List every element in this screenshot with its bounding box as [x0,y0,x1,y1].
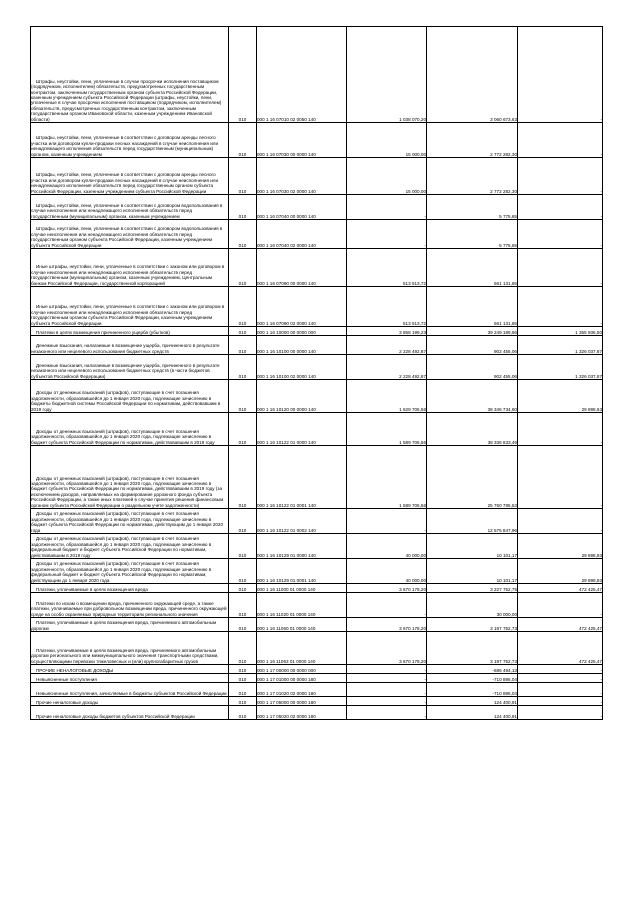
row-line-code: 010 [229,336,257,355]
row-name-text: Иные штрафы, неустойки, пени, уплаченные в соответствии с законом или договором в случае неисполнения или ненадлежащего исполнения обязательств перед государственным (муниципальным) органом, казенным учреждением, Центральным банком Российской Федерации, государственной корпорацией [31,264,225,286]
row-unexecuted: - [518,27,603,123]
row-name-text: Платежи, уплачиваемые в целях возмещения вреда, причиняемого автомобильным дорогам регионального или межмуниципального значения транспортными средствами, осуществляющими перевозки тяжеловесных и (или) крупногабаритных грузов [31,647,219,664]
row-name [31,380,229,413]
row-income-code: 000 1 16 11063 01 0000 140 [257,632,347,665]
row-executed: 3 060 673,63 [427,27,518,123]
row-unexecuted: - [518,446,603,509]
row-name-text: Невыясненные поступления [36,676,97,682]
row-approved-plan: 513 513,72 [347,249,427,287]
table-row [31,220,603,249]
row-approved-plan: 2 228 492,87 [347,336,427,355]
row-approved-plan: - [347,697,427,706]
row-income-code: 000 1 16 10129 01 0001 140 [257,559,347,584]
row-name-text: Иные штрафы, неустойки, пени, уплаченные в соответствии с законом или договором в случае неисполнения или ненадлежащего исполнения обязательств перед государственным органом субъекта Российской Федерации, казенным учреждением субъекта Российской Федерации [31,304,225,326]
row-executed: 3 227 752,75 [427,584,518,593]
row-name-text: Доходы от денежных взысканий (штрафов), поступающие в счет погашения задолженности, образовавшейся до 1 января 2020 года, подлежащие зачислению в бюджеты бюджетной системы Российской Федерации по нормативам, действовавшим в 2019 году [31,390,221,412]
row-name-text: Денежные взыскания, налагаемые в возмещение ущерба, причиненного в результате незаконного или нецелевого использования бюджетных средств [31,343,220,354]
row-income-code: 000 1 16 10122 01 0000 140 [257,413,347,446]
row-income-code: 000 1 17 05000 00 0000 180 [257,697,347,706]
row-executed: 12 575 847,96 [427,509,518,534]
row-income-code: 000 1 16 11060 01 0000 140 [257,618,347,632]
row-line-code: 010 [229,355,257,380]
row-line-code: 010 [229,593,257,618]
row-approved-plan: 1 589 706,56 [347,446,427,509]
row-executed: 39 249 189,66 [427,327,518,336]
row-name-text: Штрафы, неустойки, пени, уплаченные в соответствии с договором водопользования в случае неисполнения или ненадлежащего исполнения обязательств перед государственным органом субъекта Российской Федерации, казенным учреждением субъекта Российской Федерации [31,226,223,248]
row-name-text: Прочие неналоговые доходы [36,699,99,705]
table-row [31,534,603,559]
row-name [31,632,229,665]
row-name [31,683,229,697]
table-row [31,559,603,584]
row-name [31,220,229,249]
table-row [31,697,603,706]
row-income-code: 000 1 16 07010 02 0050 140 [257,27,347,123]
row-line-code: 010 [229,509,257,534]
row-unexecuted: - [518,123,603,158]
row-line-code: 010 [229,27,257,123]
row-executed: 10 101,17 [427,534,518,559]
row-unexecuted: - [518,509,603,534]
row-income-code: 000 1 16 07090 02 0000 140 [257,287,347,327]
row-executed: 902 455,06 [427,336,518,355]
row-unexecuted: - [518,158,603,195]
row-executed: 902 455,06 [427,355,518,380]
row-name [31,674,229,683]
row-line-code: 010 [229,327,257,336]
row-name [31,509,229,534]
row-line-code: 010 [229,249,257,287]
row-line-code: 010 [229,380,257,413]
row-unexecuted: - [518,674,603,683]
row-name [31,584,229,593]
row-income-code: 000 1 16 07090 00 0000 140 [257,249,347,287]
row-income-code: 000 1 16 10100 00 0000 140 [257,336,347,355]
row-approved-plan: 3 858 199,23 [347,327,427,336]
row-income-code: 000 1 16 07040 02 0000 140 [257,220,347,249]
row-name [31,287,229,327]
table-row [31,683,603,697]
table-row [31,584,603,593]
row-name [31,158,229,195]
row-name [31,195,229,220]
row-approved-plan: - [347,593,427,618]
row-executed: 5 775,65 [427,220,518,249]
table-row [31,618,603,632]
row-unexecuted: - [518,220,603,249]
row-name [31,355,229,380]
row-income-code: 000 1 16 10120 00 0000 140 [257,380,347,413]
row-name-text: Невыясненные поступления, зачисляемые в бюджеты субъектов Российской Федерации [36,690,227,696]
row-line-code: 010 [229,618,257,632]
row-approved-plan: 3 670 178,20 [347,584,427,593]
row-executed: 38 346 734,60 [427,380,518,413]
row-line-code: 010 [229,534,257,559]
row-executed: 10 101,17 [427,559,518,584]
row-income-code: 000 1 16 07030 02 0000 140 [257,158,347,195]
row-approved-plan: - [347,195,427,220]
row-name-text: Денежные взыскания, налагаемые в возмещение ущерба, причиненного в результате незаконного или нецелевого использования бюджетных средств (в части бюджетов субъектов Российской Федерации) [31,362,220,379]
row-approved-plan: 513 513,72 [347,287,427,327]
table-row [31,446,603,509]
row-name [31,697,229,706]
row-line-code: 010 [229,195,257,220]
row-line-code: 010 [229,158,257,195]
row-approved-plan: - [347,509,427,534]
row-unexecuted: - [518,287,603,327]
row-approved-plan: 15 000,00 [347,158,427,195]
row-line-code: 010 [229,584,257,593]
row-name [31,27,229,123]
row-name-text: Платежи по искам о возмещении вреда, причиненного окружающей среде, а также платежи, уплачиваемые при добровольном возмещении вреда, причиненного окружающей среде на особо охраняемых природных территориях регионального значения [31,600,227,617]
row-name-text: Платежи, уплачиваемые в целях возмещения вреда [36,586,148,592]
row-approved-plan: - [347,220,427,249]
row-income-code: 000 1 16 11020 01 0000 140 [257,593,347,618]
table-row [31,287,603,327]
row-executed: 25 760 785,53 [427,446,518,509]
row-unexecuted: 1 355 936,50 [518,327,603,336]
row-executed: -586 494,13 [427,665,518,674]
table-row [31,158,603,195]
row-unexecuted: 472 425,47 [518,584,603,593]
row-unexecuted: - [518,413,603,446]
row-income-code: 000 1 17 00000 00 0000 000 [257,665,347,674]
row-line-code: 010 [229,220,257,249]
row-approved-plan: - [347,665,427,674]
row-income-code: 000 1 16 07040 00 0000 140 [257,195,347,220]
row-approved-plan: 1 629 706,56 [347,380,427,413]
row-income-code: 000 1 16 10122 01 0002 140 [257,509,347,534]
row-unexecuted: - [518,593,603,618]
row-line-code: 010 [229,665,257,674]
row-income-code: 000 1 16 10122 01 0001 140 [257,446,347,509]
row-unexecuted: 1 326 037,87 [518,336,603,355]
row-name-text: Прочие неналоговые доходы бюджетов субъектов Российской Федерации [36,713,195,719]
table-row [31,632,603,665]
row-name [31,336,229,355]
row-name [31,706,229,720]
row-executed: 38 336 633,49 [427,413,518,446]
row-executed: 124 400,91 [427,697,518,706]
row-line-code: 010 [229,674,257,683]
row-line-code: 010 [229,706,257,720]
table-row [31,665,603,674]
row-line-code: 010 [229,123,257,158]
row-approved-plan: 3 670 178,20 [347,632,427,665]
row-name [31,593,229,618]
row-line-code: 010 [229,287,257,327]
row-unexecuted: - [518,706,603,720]
row-income-code: 000 1 16 10000 00 0000 000 [257,327,347,336]
table-row [31,413,603,446]
table-row [31,380,603,413]
table-row [31,249,603,287]
row-name-text: Доходы от денежных взысканий (штрафов), поступающие в счет погашения задолженности, образовавшейся до 1 января 2020 года, подлежащие зачислению в бюджет субъекта Российской Федерации по нормативам, действовавшим в 2019 году [31,428,215,445]
row-name-text: Доходы от денежных взысканий (штрафов), поступающие в счет погашения задолженности, образовавшейся до 1 января 2020 года, подлежащие зачислению в бюджет субъекта Российской Федерации по нормативам, действующим до 1 января 2020 года [31,511,223,533]
row-income-code: 000 1 16 10129 01 0000 140 [257,534,347,559]
row-unexecuted: 29 898,83 [518,534,603,559]
income-report-table [30,26,603,720]
row-name-text: Штрафы, неустойки, пени, уплаченные в случае просрочки исполнения поставщиком (подрядчиком, исполнителем) обязательств, предусмотренных государственным контрактом, заключенным государственным органом субъекта Российской Федерации, казенным учреждением субъекта Российской Федерации (штрафы, неустойки, пени, уплаченные в случае просрочки исполнения поставщиком (подрядчиком, исполнителем) обязательств, предусмотренных государственным контрактом, заключенным государственным органом Ивановской области, казенным учреждением Ивановской области) [31,78,222,122]
row-unexecuted: 29 898,83 [518,559,603,584]
row-line-code: 010 [229,559,257,584]
report-rows [31,27,603,720]
row-name-text: Платежи в целях возмещения причиненного ущерба (убытков) [36,329,170,335]
row-executed: 3 197 752,73 [427,632,518,665]
row-executed: 124 400,91 [427,706,518,720]
row-line-code: 010 [229,683,257,697]
table-row [31,355,603,380]
row-approved-plan: 3 670 178,20 [347,618,427,632]
row-name-text: Штрафы, неустойки, пени, уплаченные в соответствии с договором аренды лесного участка или договором купли-продажи лесных насаждений в случае неисполнения или ненадлежащего исполнения обязательств перед государственным (муниципальным) органом, казенным учреждением [31,135,219,157]
row-unexecuted: - [518,665,603,674]
row-name-text: Доходы от денежных взысканий (штрафов), поступающие в счет погашения задолженности, образовавшейся до 1 января 2020 года, подлежащие зачислению в федеральный бюджет и бюджет субъекта Российской Федерации по нормативам, действовавшим в 2019 году [31,536,212,558]
table-row [31,327,603,336]
row-income-code: 000 1 16 07030 00 0000 140 [257,123,347,158]
row-approved-plan: 1 038 070,20 [347,27,427,123]
row-name-text: Платежи, уплачиваемые в целях возмещения вреда, причиняемого автомобильным дорогам [31,620,217,631]
row-executed: 3 197 752,73 [427,618,518,632]
row-name [31,413,229,446]
row-executed: -710 895,04 [427,674,518,683]
row-approved-plan: 15 000,00 [347,123,427,158]
row-unexecuted: - [518,249,603,287]
row-unexecuted: 472 425,47 [518,618,603,632]
row-name-text: ПРОЧИЕ НЕНАЛОГОВЫЕ ДОХОДЫ [36,667,114,673]
row-income-code: 000 1 16 11000 01 0000 140 [257,584,347,593]
row-approved-plan: 40 000,00 [347,559,427,584]
row-executed: -710 895,04 [427,683,518,697]
row-name-text: Штрафы, неустойки, пени, уплаченные в соответствии с договором водопользования в случае неисполнения или ненадлежащего исполнения обязательств перед государственным (муниципальным) органом, казенным учреждением [31,202,223,219]
row-name-text: Штрафы, неустойки, пени, уплаченные в соответствии с договором аренды лесного участка или договором купли-продажи лесных насаждений в случае неисполнения или ненадлежащего исполнения обязательств перед государственным органом субъекта Российской Федерации, казенным учреждением субъекта Российской Федерации [31,172,219,194]
row-approved-plan: 40 000,00 [347,534,427,559]
row-name [31,618,229,632]
table-row [31,674,603,683]
table-row [31,123,603,158]
row-income-code: 000 1 17 05020 02 0000 180 [257,706,347,720]
row-name [31,534,229,559]
row-name [31,446,229,509]
row-approved-plan: 1 589 706,56 [347,413,427,446]
row-executed: 5 775,65 [427,195,518,220]
row-unexecuted: - [518,195,603,220]
row-unexecuted: - [518,683,603,697]
row-income-code: 000 1 16 10100 02 0000 140 [257,355,347,380]
row-unexecuted: 29 898,63 [518,380,603,413]
row-executed: 2 772 282,30 [427,123,518,158]
row-name [31,123,229,158]
row-line-code: 010 [229,413,257,446]
row-executed: 30 000,00 [427,593,518,618]
row-name-text: Доходы от денежных взысканий (штрафов), поступающие в счет погашения задолженности, образовавшейся до 1 января 2020 года, подлежащие зачислению в бюджет субъекта Российской Федерации по нормативам, действовавшим в 2019 году (за исключением доходов, направляемых на формирование дорожного фонда субъекта Российской Федерации, а также иных платежей в случае принятия решения финансовым органом субъекта Российской Федерации о раздельном учете задолженности) [31,475,224,508]
row-executed: 561 131,65 [427,249,518,287]
row-income-code: 000 1 17 01020 02 0000 180 [257,683,347,697]
row-approved-plan: - [347,683,427,697]
row-name [31,327,229,336]
row-line-code: 010 [229,697,257,706]
row-name [31,559,229,584]
table-row [31,509,603,534]
row-name [31,665,229,674]
table-row [31,593,603,618]
table-row [31,27,603,123]
row-unexecuted: 1 326 037,87 [518,355,603,380]
table-row [31,706,603,720]
row-executed: 2 772 282,30 [427,158,518,195]
row-line-code: 010 [229,632,257,665]
row-income-code: 000 1 17 01000 00 0000 180 [257,674,347,683]
row-executed: 561 131,65 [427,287,518,327]
row-approved-plan: 2 228 492,87 [347,355,427,380]
table-row [31,195,603,220]
row-name [31,249,229,287]
row-approved-plan: - [347,706,427,720]
row-approved-plan: - [347,674,427,683]
table-row [31,336,603,355]
row-unexecuted: 472 425,47 [518,632,603,665]
row-line-code: 010 [229,446,257,509]
row-name-text: Доходы от денежных взысканий (штрафов), поступающие в счет погашения задолженности, образовавшейся до 1 января 2020 года, подлежащие зачислению в федеральный бюджет и бюджет субъекта Российской Федерации по нормативам, действующим до 1 января 2020 года [31,561,212,583]
row-unexecuted: - [518,697,603,706]
